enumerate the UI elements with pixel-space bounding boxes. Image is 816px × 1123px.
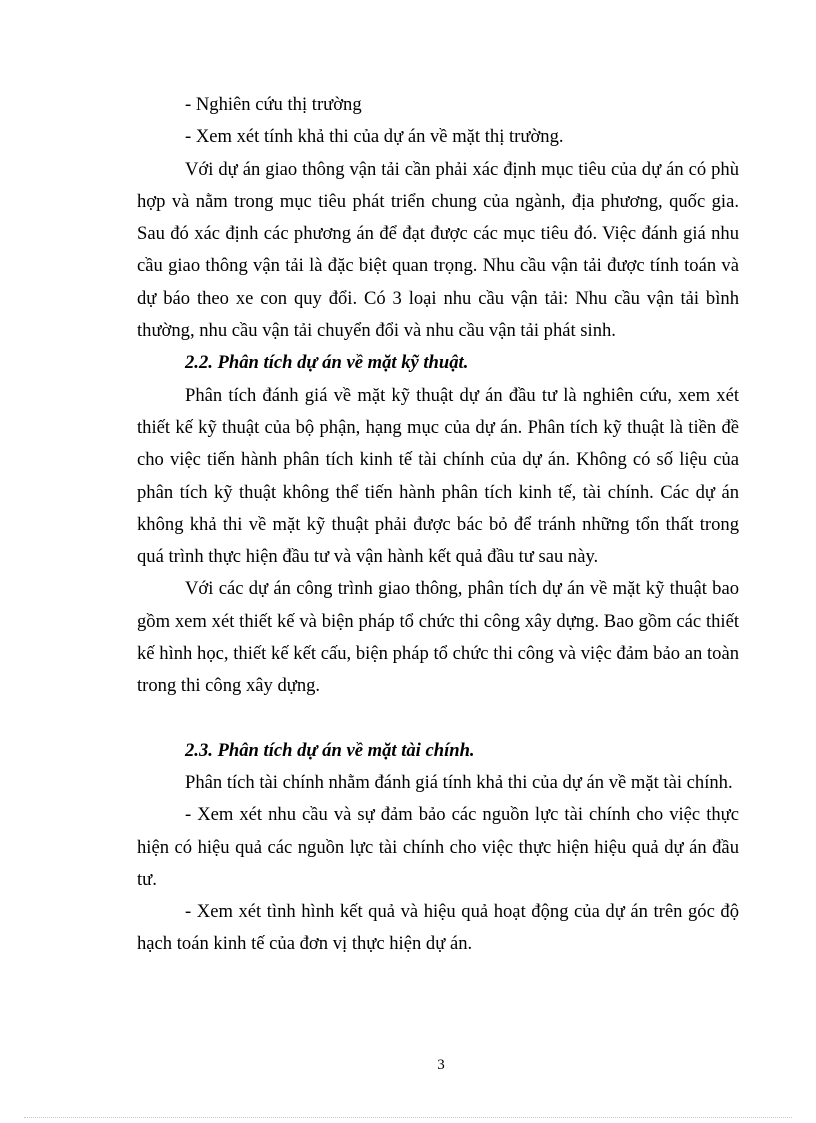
bullet-operating-results: - Xem xét tình hình kết quả và hiệu quả hoạt động của dự án trên góc độ hạch toán kinh tế của đơn vị thực hiện dự án. (137, 901, 739, 955)
paragraph-construction-design: Với các dự án công trình giao thông, phân tích dự án về mặt kỹ thuật bao gồm xem xét thiết kế và biện pháp tổ chức thi công xây dựng. Bao gồm các thiết kế hình học, thiết kế kết cấu, biện pháp tổ chức thi công và việc đảm bảo an toàn trong thi công xây dựng. (137, 578, 739, 697)
page-number: 3 (437, 1057, 445, 1073)
section-heading-technical: 2.2. Phân tích dự án về mặt kỹ thuật. (185, 352, 469, 374)
bullet-market-feasibility: - Xem xét tính khả thi của dự án về mặt thị trường. (185, 126, 564, 148)
document-body (137, 89, 739, 961)
paragraph-financial-analysis: Phân tích tài chính nhằm đánh giá tính khả thi của dự án về mặt tài chính. (185, 771, 733, 793)
page-bottom-divider (24, 1117, 792, 1118)
paragraph-spacer (137, 703, 739, 735)
bullet-market-research: - Nghiên cứu thị trường (185, 94, 362, 115)
paragraph-transport-demand: Với dự án giao thông vận tải cần phải xác định mục tiêu của dự án có phù hợp và nằm trong mục tiêu phát triển chung của ngành, địa phương, quốc gia. Sau đó xác định các phương án để đạt được các mục tiêu đó. Việc đánh giá nhu cầu giao thông vận tải là đặc biệt quan trọng. Nhu cầu vận tải được tính toán và dự báo theo xe con quy đổi. Có 3 loại nhu cầu vận tải: Nhu cầu vận tải bình thường, nhu cầu vận tải chuyển đổi và nhu cầu vận tải phát sinh. (137, 158, 739, 342)
paragraph-technical-analysis: Phân tích đánh giá về mặt kỹ thuật dự án đầu tư là nghiên cứu, xem xét thiết kế kỹ thuật của bộ phận, hạng mục của dự án. Phân tích kỹ thuật là tiền đề cho việc tiến hành phân tích kinh tế tài chính của dự án. Không có số liệu của phân tích kỹ thuật không thể tiến hành phân tích kinh tế, tài chính. Các dự án không khả thi về mặt kỹ thuật phải được bác bỏ để tránh những tổn thất trong quá trình thực hiện đầu tư và vận hành kết quả đầu tư sau này. (137, 384, 739, 568)
section-heading-financial: 2.3. Phân tích dự án về mặt tài chính. (185, 739, 475, 761)
bullet-financial-resources: - Xem xét nhu cầu và sự đảm bảo các nguồn lực tài chính cho việc thực hiện có hiệu quả các nguồn lực tài chính cho việc thực hiện hiệu quả dự án đầu tư. (137, 804, 739, 890)
